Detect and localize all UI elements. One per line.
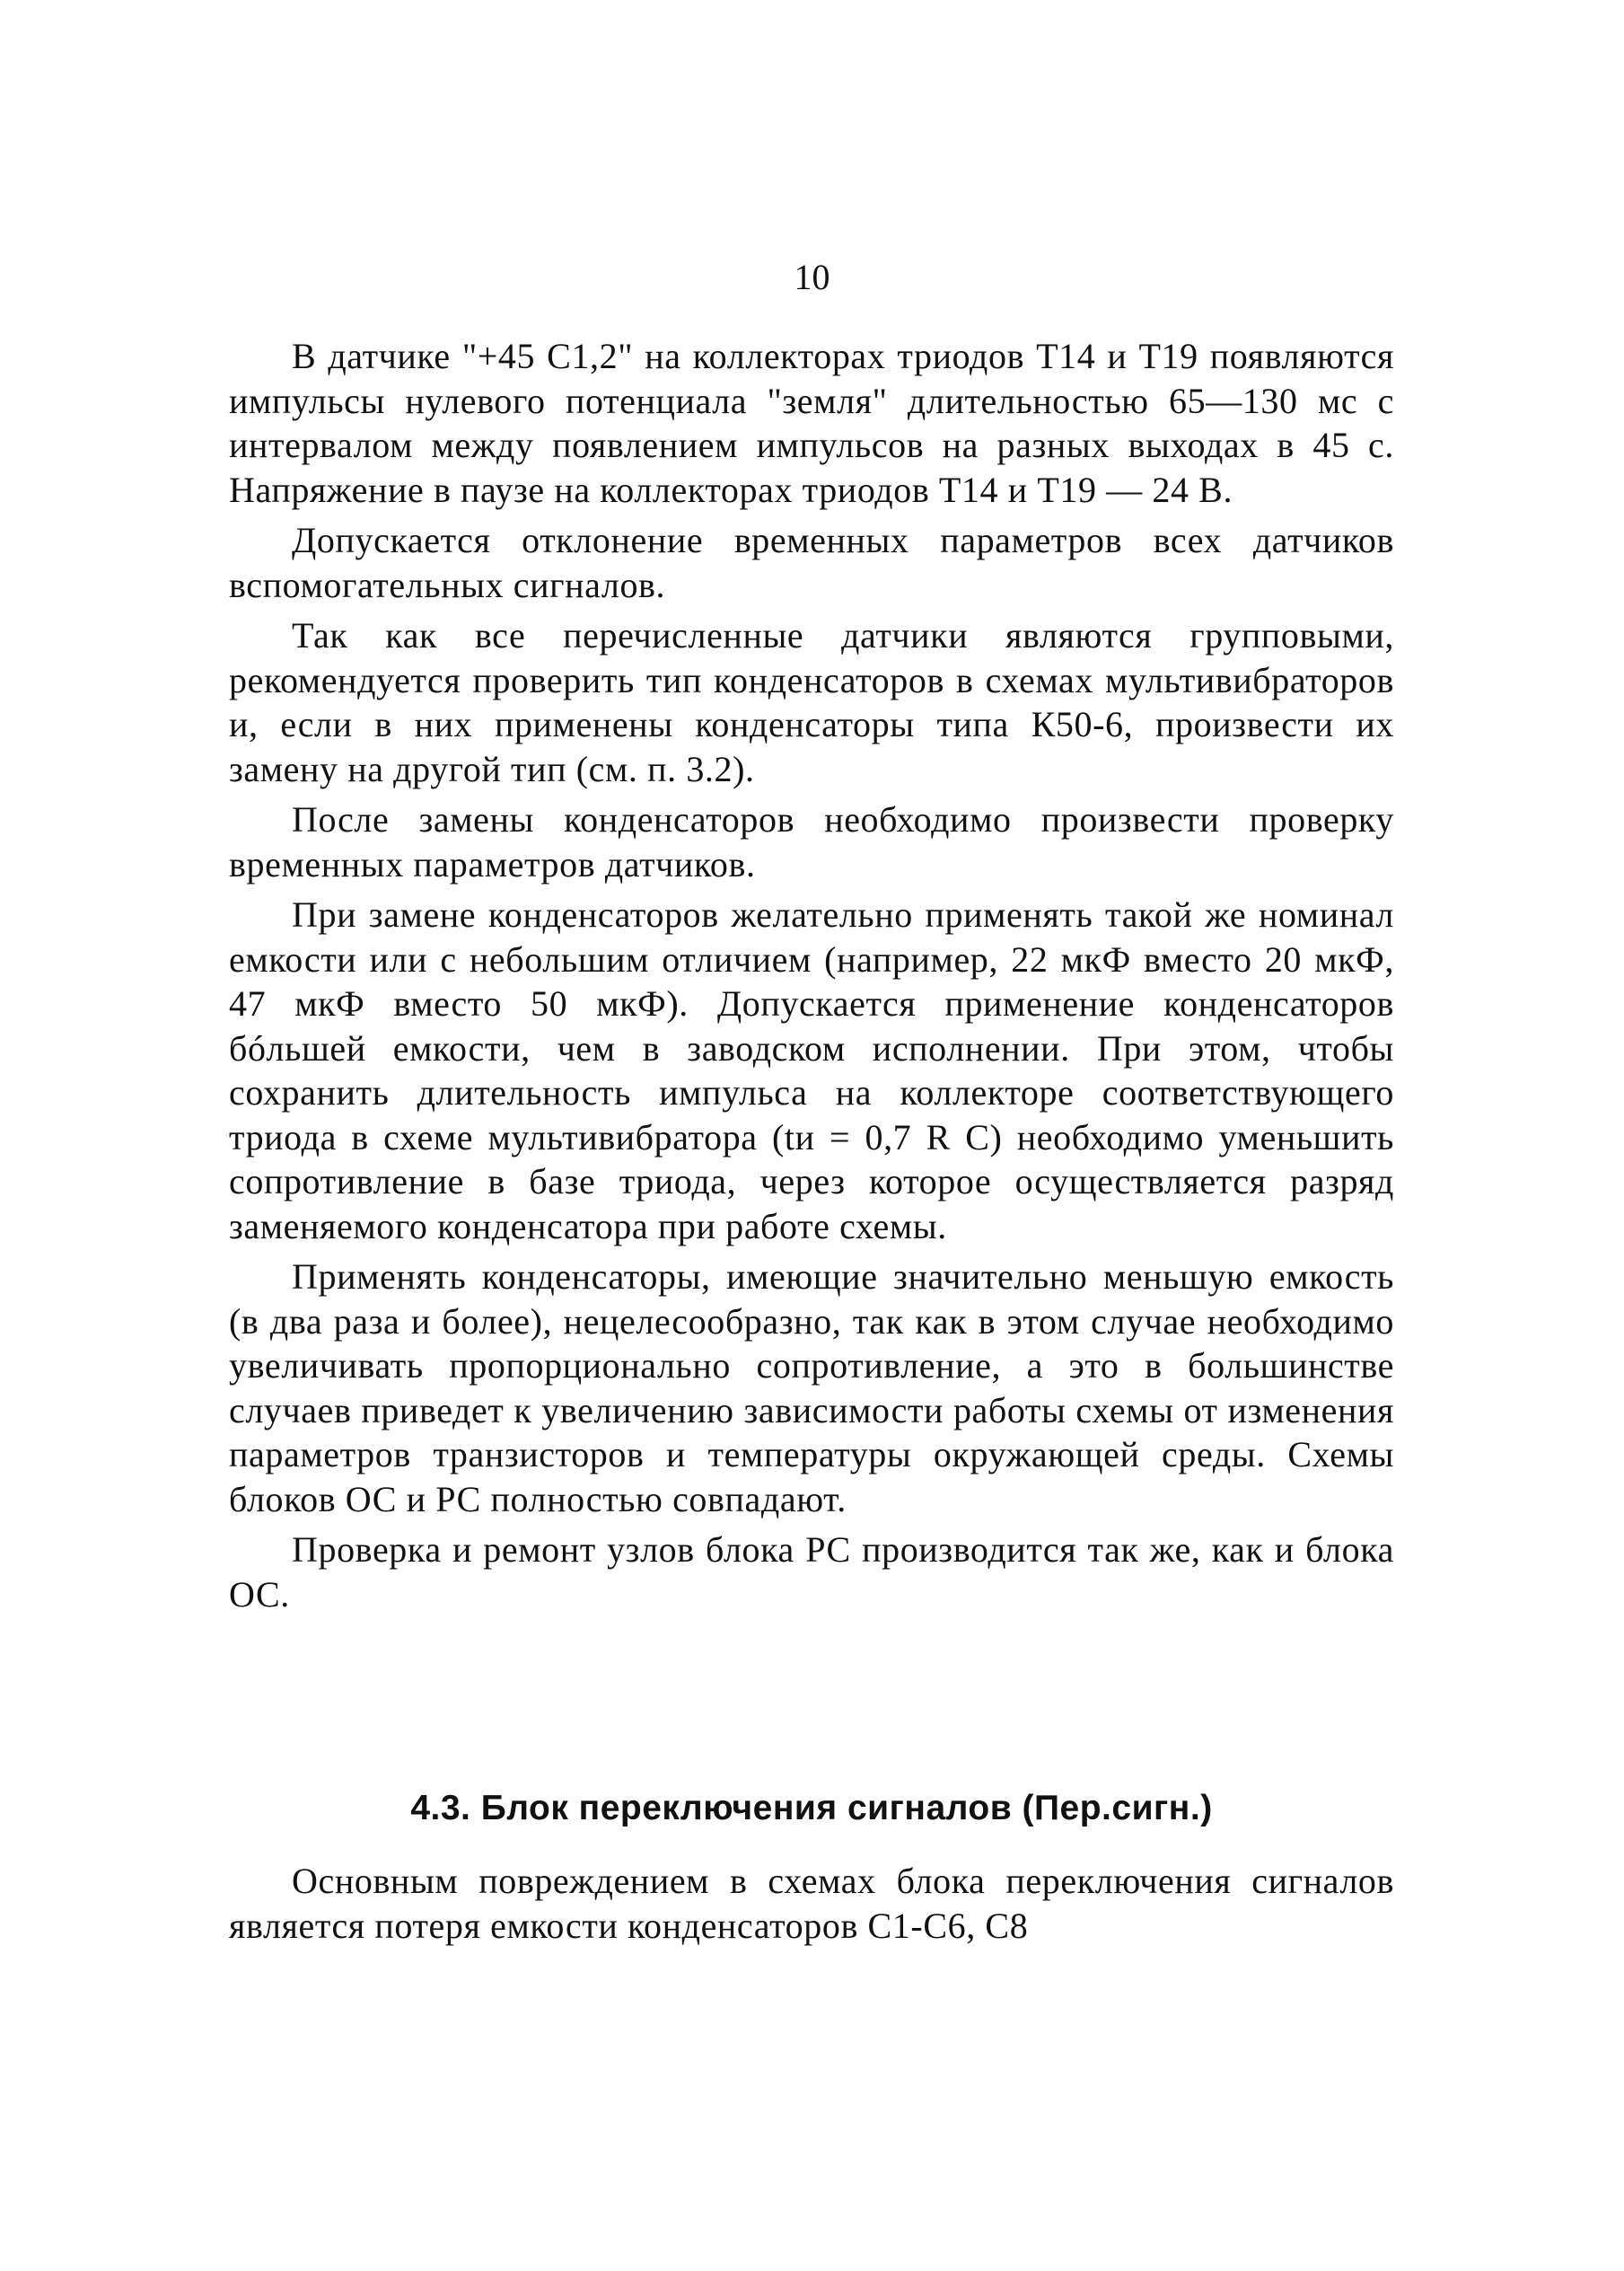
paragraph-group-sensors: Так как все перечисленные датчики являются групповыми, рекомендуется проверить тип конденсаторов в схемах мультивибраторов и, если в них применены конденсаторы типа К50-6, произвести их замену на другой тип (см. п. 3.2). bbox=[229, 615, 1394, 789]
paragraph-after-replacement: После замены конденсаторов необходимо произвести проверку временных параметров датчиков. bbox=[229, 799, 1394, 885]
paragraph-smaller-capacitance: Применять конденсаторы, имеющие значительно меньшую емкость (в два раза и более), нецелесообразно, так как в этом случае необходимо увеличивать пропорционально сопротивление, а это в большинстве случаев приведет к увеличению зависимости работы схемы от изменения параметров транзисторов и температуры окружающей среды. Схемы блоков ОС и РС полностью совпадают. bbox=[229, 1256, 1394, 1519]
section-body bbox=[229, 1859, 1394, 1948]
paragraph-sensor-45: В датчике "+45 С1,2" на коллекторах триодов Т14 и Т19 появляются импульсы нулевого потенциала "земля" длительностью 65—130 мс с интервалом между появлением импульсов на разных выходах в 45 с. Напряжение в паузе на коллекторах триодов Т14 и Т19 — 24 В. bbox=[229, 336, 1394, 510]
paragraph-main-damage: Основным повреждением в схемах блока переключения сигналов является потеря емкости конденсаторов С1-С6, С8 bbox=[229, 1861, 1394, 1946]
paragraph-rs-block-check: Проверка и ремонт узлов блока РС производится так же, как и блока ОС. bbox=[229, 1529, 1394, 1615]
body-text bbox=[229, 334, 1394, 1616]
section-heading: 4.3. Блок переключения сигналов (Пер.сигн.) bbox=[410, 1789, 1213, 1827]
page-number: 10 bbox=[794, 257, 830, 297]
paragraph-capacitor-replacement: При замене конденсаторов желательно применять такой же номинал емкости или с небольшим отличием (например, 22 мкФ вместо 20 мкФ, 47 мкФ вместо 50 мкФ). Допускается применение конденсаторов бóльшей емкости, чем в заводском исполнении. При этом, чтобы сохранить длительность импульса на коллекторе соответствующего триода в схеме мультивибратора (tи = 0,7 R C) необходимо уменьшить сопротивление в базе триода, через которое осуществляется разряд заменяемого конденсатора при работе схемы. bbox=[229, 894, 1394, 1246]
paragraph-deviation-allowed: Допускается отклонение временных параметров всех датчиков вспомогательных сигналов. bbox=[229, 520, 1394, 605]
